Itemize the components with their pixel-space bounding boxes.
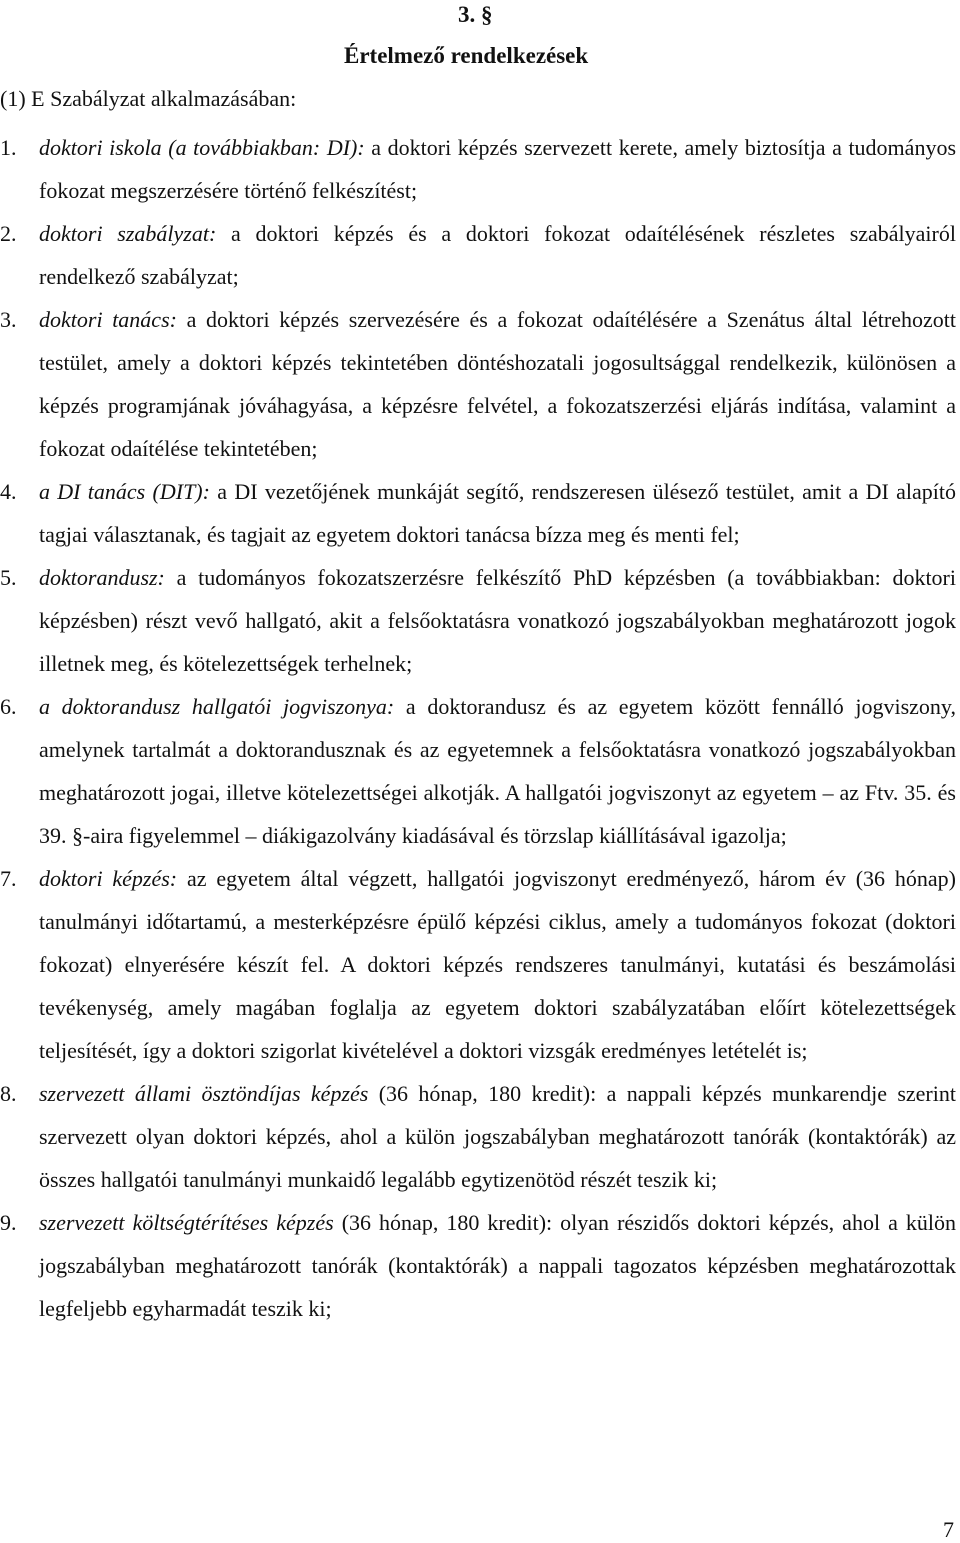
definition-item [0, 1201, 956, 1330]
definition-number: 5. [0, 565, 17, 590]
definition-number: 2. [0, 221, 17, 246]
definition-term: doktori szabályzat: [39, 221, 217, 246]
definition-text: a doktori képzés szervezésére és a fokozat odaítélésére a Szenátus által létrehozott testület, amely a doktori képzés tekintetében döntéshozatali jogosultsággal rendelkezik, különösen a képzés programjának jóváhagyása, a képzésre felvétel, a fokozatszerzési eljárás indítása, valamint a fokozat odaítélése tekintetében; [39, 307, 956, 461]
definition-number: 9. [0, 1210, 17, 1235]
definition-item [0, 685, 956, 857]
definition-text: (36 hónap, 180 kredit): olyan részidős doktori képzés, ahol a külön jogszabályban meghatározott tanórák (kontaktórák) a nappali tagozatos képzésben meghatározottak legfeljebb egyharmadát teszik ki; [39, 1210, 956, 1321]
definition-item [0, 470, 956, 556]
definition-number: 6. [0, 694, 17, 719]
definition-term: szervezett állami ösztöndíjas képzés [39, 1081, 369, 1106]
definition-number: 7. [0, 866, 17, 891]
definition-number: 8. [0, 1081, 17, 1106]
definition-term: a doktorandusz hallgatói jogviszonya: [39, 694, 395, 719]
definition-item [0, 857, 956, 1072]
section-number: 3. § [458, 2, 493, 27]
definition-number: 4. [0, 479, 17, 504]
definitions-list [0, 126, 956, 1330]
definition-term: doktori képzés: [39, 866, 178, 891]
page-number: 7 [943, 1517, 954, 1542]
definition-text: a doktori képzés szervezett kerete, amely biztosítja a tudományos fokozat megszerzésére történő felkészítést; [39, 135, 956, 203]
definition-item [0, 1072, 956, 1201]
definition-text: a tudományos fokozatszerzésre felkészítő PhD képzésben (a továbbiakban: doktori képzésben) részt vevő hallgató, akit a felsőoktatásra vonatkozó jogszabályokban meghatározott jogok illetnek meg, és kötelezettségek terhelnek; [39, 565, 956, 676]
definition-text: a doktorandusz és az egyetem között fennálló jogviszony, amelynek tartalmát a doktorandusznak és az egyetemnek a felsőoktatásra vonatkozó jogszabályokban meghatározott jogai, illetve kötelezettségei alkotják. A hallgatói jogviszonyt az egyetem – az Ftv. 35. és 39. §-aira figyelemmel – diákigazolvány kiadásával és törzslap kiállításával igazolja; [39, 694, 957, 848]
definition-item [0, 298, 956, 470]
definition-item [0, 212, 956, 298]
definition-item [0, 556, 956, 685]
definition-text: a doktori képzés és a doktori fokozat odaítélésének részletes szabályairól rendelkező szabályzat; [39, 221, 956, 289]
definition-text: a DI vezetőjének munkáját segítő, rendszeresen ülésező testület, amit a DI alapító tagjai választanak, és tagjait az egyetem doktori tanácsa bízza meg és menti fel; [39, 479, 956, 547]
definition-text: (36 hónap, 180 kredit): a nappali képzés munkarendje szerint szervezett olyan doktori képzés, ahol a külön jogszabályban meghatározott tanórák (kontaktórák) az összes hallgatói tanulmányi munkaidő legalább egytizenötöd részét teszik ki; [39, 1081, 956, 1192]
definition-term: szervezett költségtérítéses képzés [39, 1210, 334, 1235]
definition-term: a DI tanács (DIT): [39, 479, 210, 504]
section-title: Értelmező rendelkezések [344, 43, 589, 68]
definition-number: 1. [0, 135, 17, 160]
definition-term: doktori iskola (a továbbiakban: DI): [39, 135, 365, 160]
intro-paragraph: (1) E Szabályzat alkalmazásában: [0, 86, 297, 111]
definition-number: 3. [0, 307, 17, 332]
definition-item [0, 126, 956, 212]
definition-term: doktori tanács: [39, 307, 177, 332]
definition-term: doktorandusz: [39, 565, 165, 590]
definition-text: az egyetem által végzett, hallgatói jogviszonyt eredményező, három év (36 hónap) tanulmányi időtartamú, a mesterképzésre épülő képzési ciklus, amely a tudományos fokozat (doktori fokozat) elnyerésére készít fel. A doktori képzés rendszeres tanulmányi, kutatási és beszámolási tevékenység, amely magában foglalja az egyetem doktori szabályzatában előírt kötelezettségek teljesítését, így a doktori szigorlat kivételével a doktori vizsgák eredményes letételét is; [39, 866, 956, 1063]
